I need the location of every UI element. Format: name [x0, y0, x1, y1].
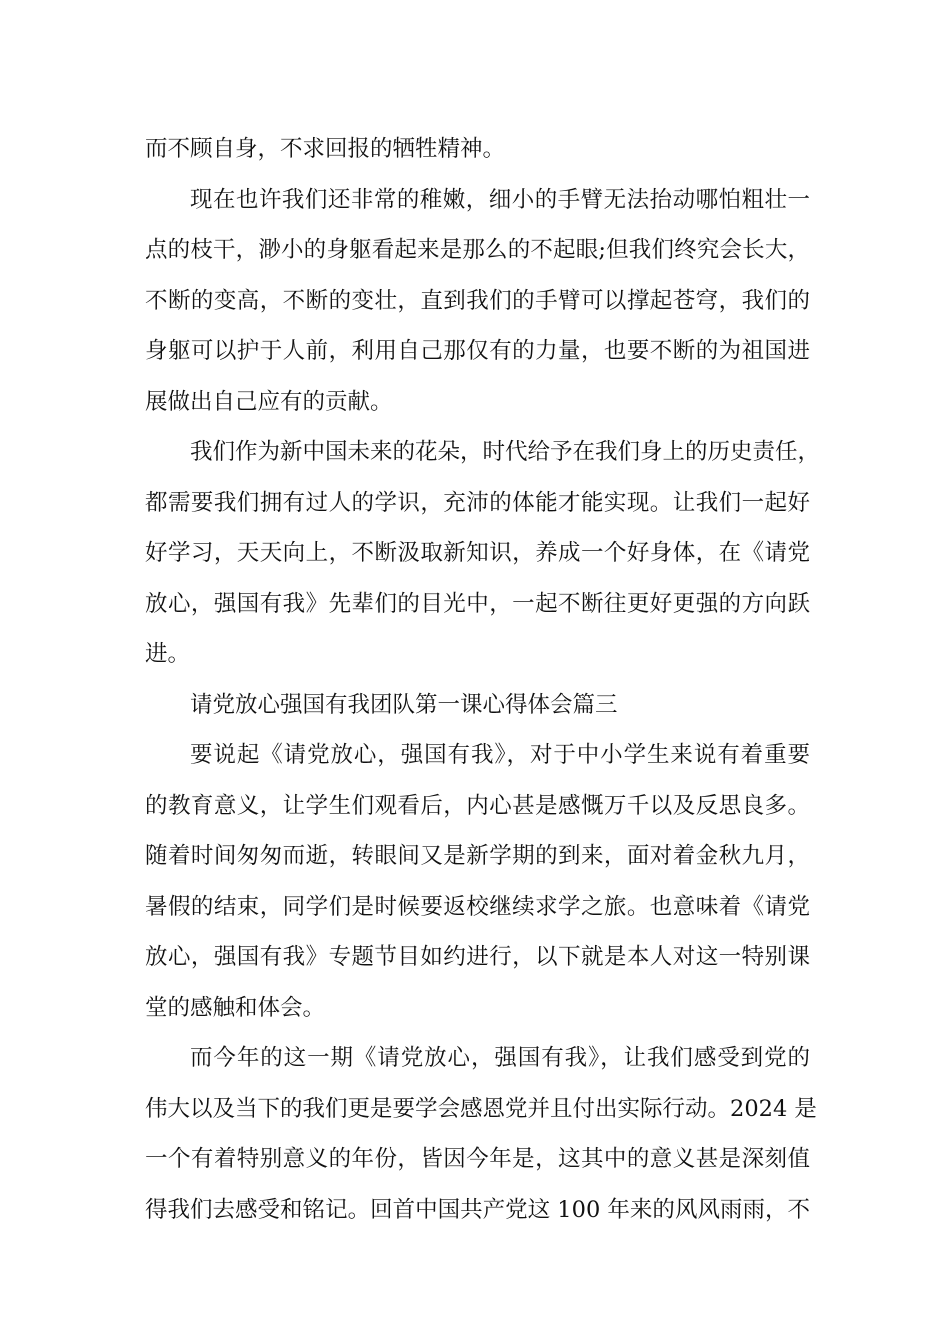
- text-line: 现在也许我们还非常的稚嫩，细小的手臂无法抬动哪怕粗壮一: [190, 186, 810, 213]
- text-line: 一个有着特别意义的年份，皆因今年是，这其中的意义甚是深刻值: [145, 1146, 810, 1172]
- text-line: 的教育意义，让学生们观看后，内心甚是感慨万千以及反思良多。: [145, 792, 810, 819]
- text-line: 放心，强国有我》专题节目如约进行，以下就是本人对这一特别课: [145, 944, 810, 970]
- text-line: 伟大以及当下的我们更是要学会感恩党并且付出实际行动。2024 是: [145, 1095, 817, 1122]
- text-line: 身躯可以护于人前，利用自己那仅有的力量，也要不断的为祖国进: [145, 338, 810, 364]
- text-line: 而今年的这一期《请党放心，强国有我》，让我们感受到党的: [190, 1045, 810, 1071]
- text-line: 进。: [145, 641, 191, 667]
- text-line: 随着时间匆匆而逝，转眼间又是新学期的到来，面对着金秋九月，: [145, 843, 810, 869]
- text-line: 放心，强国有我》先辈们的目光中，一起不断往更好更强的方向跃: [145, 590, 810, 617]
- text-line: 我们作为新中国未来的花朵，时代给予在我们身上的历史责任，: [190, 439, 821, 465]
- text-line: 要说起《请党放心，强国有我》，对于中小学生来说有着重要: [190, 742, 810, 768]
- text-line: 都需要我们拥有过人的学识，充沛的体能才能实现。让我们一起好: [145, 489, 810, 516]
- paragraph-6: [145, 1033, 817, 1235]
- text-line: 堂的感触和体会。: [145, 994, 326, 1021]
- text-line: 展做出自己应有的贡献。: [145, 388, 393, 415]
- text-line: 得我们去感受和铭记。回首中国共产党这 100 年来的风风雨雨，不: [145, 1196, 810, 1223]
- section-heading: [145, 680, 810, 731]
- text-line: 点的枝干，渺小的身躯看起来是那么的不起眼;但我们终究会长大，: [145, 237, 810, 263]
- text-line: 而不顾自身，不求回报的牺牲精神。: [145, 136, 506, 162]
- paragraph-5: [145, 730, 810, 1033]
- text-line: 不断的变高，不断的变壮，直到我们的手臂可以撑起苍穹，我们的: [145, 287, 810, 314]
- section-heading-text: 请党放心强国有我团队第一课心得体会篇三: [190, 691, 618, 718]
- paragraph-3: [145, 427, 821, 680]
- document-body: [145, 124, 821, 1235]
- paragraph-1: [145, 124, 810, 175]
- text-line: 暑假的结束，同学们是时候要返校继续求学之旅。也意味着《请党: [145, 893, 810, 920]
- paragraph-2: [145, 175, 810, 428]
- text-line: 好学习，天天向上，不断汲取新知识，养成一个好身体，在《请党: [145, 540, 810, 566]
